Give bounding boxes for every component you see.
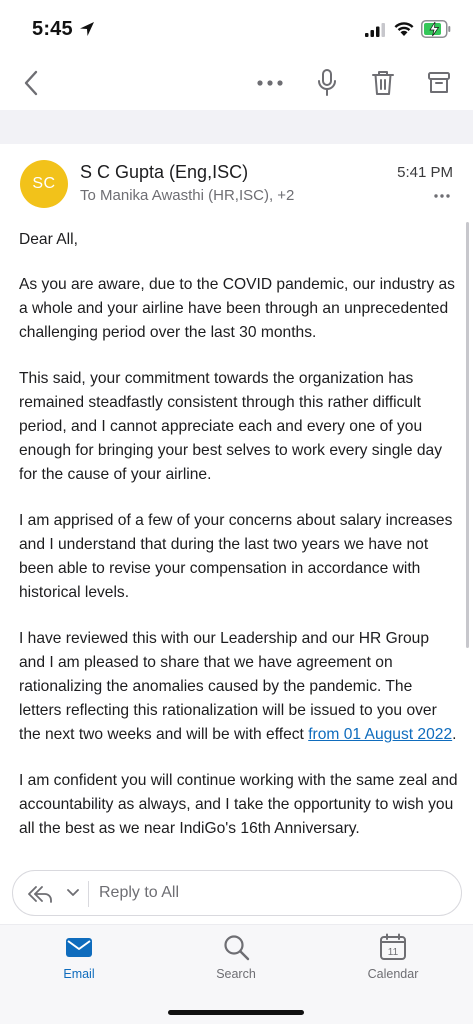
battery-charging-icon (421, 20, 451, 38)
tab-bar (0, 924, 473, 1024)
tab-calendar[interactable] (343, 931, 443, 991)
message-header (0, 144, 473, 222)
location-arrow-icon (79, 21, 95, 37)
voice-button[interactable] (312, 66, 342, 100)
microphone-icon (316, 68, 338, 98)
tab-search[interactable] (186, 931, 286, 991)
calendar-icon (379, 933, 407, 961)
reply-divider (88, 881, 89, 907)
calendar-day: 11 (387, 947, 399, 958)
body-paragraph: As you are aware, due to the COVID pandemic, our industry as a whole and your airline have been through an unprecedented challenging period over the last 30 months. (19, 276, 455, 341)
message-time: 5:41 PM (397, 164, 453, 181)
recipients-line[interactable]: To Manika Awasthi (HR,ISC), +2 (80, 187, 295, 204)
body-text: I have reviewed this with our Leadership and our HR Group and I am pleased to share that we have agreement on rationalizing the anomalies caused by the pandemic. The letters reflecting this rationalization will be issued to you over the next two weeks and will be with effect (19, 630, 437, 743)
wifi-icon (393, 20, 415, 37)
reply-label[interactable]: Reply to All (99, 884, 180, 901)
tab-label: Email (63, 967, 95, 981)
status-bar (0, 0, 473, 56)
chevron-down-icon[interactable] (66, 888, 80, 898)
body-paragraph: This said, your commitment towards the organization has remained steadfastly consistent through this rather difficult period, and I cannot appreciate each and every one of you enough for bringing your best selves to work every single day for the cause of your airline. (19, 370, 442, 483)
body-paragraph (19, 627, 459, 747)
search-icon (222, 933, 250, 961)
tab-label: Search (216, 967, 256, 981)
trash-icon (371, 69, 395, 97)
mail-icon (65, 933, 93, 961)
signal-bars-icon (365, 23, 385, 37)
archive-button[interactable] (424, 66, 454, 100)
message-body (19, 228, 459, 863)
delete-button[interactable] (368, 66, 398, 100)
reply-all-icon[interactable] (27, 884, 53, 904)
tab-label: Calendar (367, 967, 419, 981)
more-options-button[interactable] (254, 68, 286, 98)
date-link[interactable]: from 01 August 2022 (308, 726, 453, 743)
more-horizontal-icon (256, 79, 284, 87)
avatar[interactable]: SC (20, 160, 68, 208)
scrollbar[interactable] (466, 222, 469, 648)
greeting: Dear All, (19, 231, 78, 248)
message-more-icon[interactable] (433, 192, 451, 200)
status-time: 5:45 (32, 18, 73, 40)
back-chevron-icon (23, 69, 39, 97)
back-button[interactable] (16, 68, 46, 98)
tab-email[interactable] (29, 931, 129, 991)
body-paragraph: I am confident you will continue working with the same zeal and accountability as always, and I take the opportunity to wish you all the best as we near IndiGo's 16th Anniversary. (19, 772, 458, 837)
body-paragraph: I am apprised of a few of your concerns about salary increases and I understand that during the last two years we have not been able to revise your compensation in accordance with historical levels. (19, 512, 453, 601)
reply-area (0, 862, 473, 924)
sender-name[interactable]: S C Gupta (Eng,ISC) (80, 162, 249, 182)
message-toolbar (0, 56, 473, 110)
archive-icon (427, 70, 451, 96)
home-indicator (168, 1010, 304, 1015)
thread-separator (0, 110, 473, 144)
reply-to-all-field[interactable] (12, 870, 462, 916)
body-text: . (452, 726, 457, 743)
